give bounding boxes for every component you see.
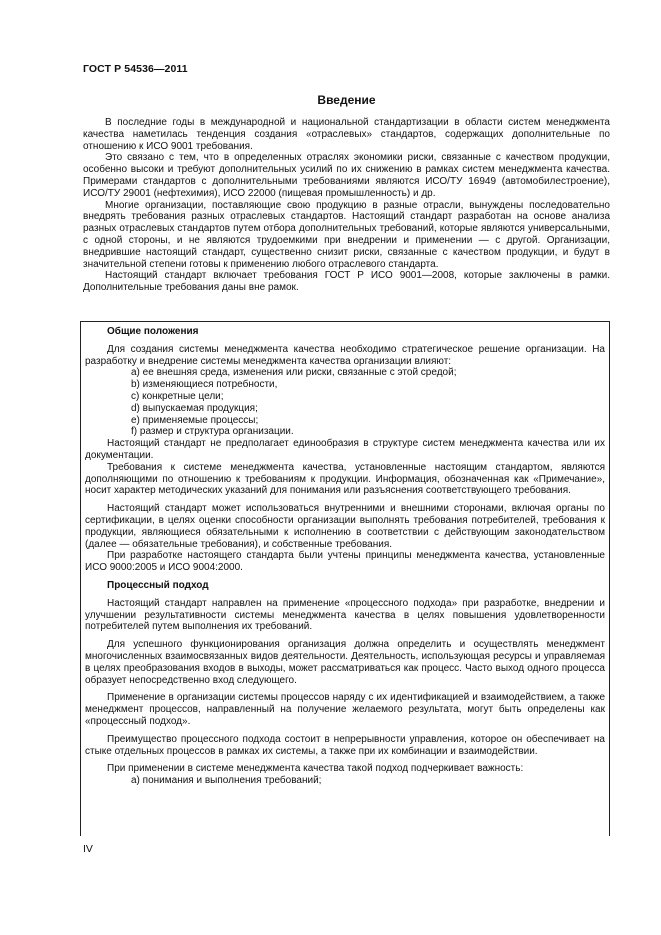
framed-paragraph: При применении в системе менеджмента качества такой подход подчеркивает важность: <box>107 763 524 775</box>
framed-paragraph: Настоящий стандарт направлен на применение «процессного подхода» при разработке, внедрении и улучшении результативности системы менеджмента качества в целях повышения удовлетворенности потребителей путем выполнения их требований. <box>85 597 605 633</box>
intro-paragraph: Это связано с тем, что в определенных отраслях экономики риски, связанные с качеством продукции, особенно высоки и требуют дополнительных усилий по их снижению в рамках систем менеджмента качества. Примерами стандартов с дополнительными требованиями являются ИСО/ТУ 16949 (автомобилестроение), ИСО/ТУ 29001 (нефтехимия), ИСО 22000 (пищевая промышленность) и др. <box>83 152 610 199</box>
framed-paragraph: При разработке настоящего стандарта были учтены принципы менеджмента качества, установленные ИСО 9000:2005 и ИСО 9004:2000. <box>85 550 605 574</box>
section-title: Введение <box>317 93 376 107</box>
list-item: b) изменяющиеся потребности, <box>131 379 278 391</box>
framed-paragraph: Настоящий стандарт не предполагает единообразия в структуре систем менеджмента качества или их документации. <box>85 438 605 461</box>
document-header: ГОСТ Р 54536—2011 <box>83 63 188 75</box>
framed-paragraph: Для успешного функционирования организация должна определить и осуществлять менеджмент многочисленных взаимосвязанных видов деятельности. Деятельность, использующая ресурсы и управляемая в целях преобразования входов в выходы, может рассматриваться как процесс. Часто выход одного процесса образует непосредственно вход следующего. <box>85 639 605 686</box>
framed-paragraph: Настоящий стандарт может использоваться внутренними и внешними сторонами, включая органы по сертификации, в целях оценки способности организации выполнять требования потребителей, требования к продукции, являющиеся обязательными к исполнению в соответствии с действующим законодательством (далее — обязательные требования), и собственные требования. <box>85 503 605 550</box>
list-item: c) конкретные цели; <box>131 390 224 402</box>
subsection-title-process: Процессный подход <box>107 579 209 591</box>
framed-paragraph: Преимущество процессного подхода состоит в непрерывности управления, которое он обеспечивает на стыке отдельных процессов в рамках их системы, а также при их комбинации и взаимодействии. <box>85 733 605 757</box>
intro-paragraph: Многие организации, поставляющие свою продукцию в разные отрасли, вынуждены последовательно внедрять требования разных отраслевых стандартов. Настоящий стандарт разработан на основе анализа разных отраслевых стандартов путем отбора дополнительных требований, которые являются универсальными, с одной стороны, и не являются трудоемкими при внедрении и применении — с другой. Организации, внедрившие настоящий стандарт, существенно снизит риски, связанные с качеством продукции, и будут в значительной степени готовы к применению любого отраслевого стандарта. <box>83 199 610 270</box>
intro-paragraph: Настоящий стандарт включает требования ГОСТ Р ИСО 9001—2008, которые заключены в рамки. Дополнительные требования даны вне рамок. <box>83 270 610 294</box>
page-number: IV <box>83 843 93 855</box>
intro-paragraph: В последние годы в международной и национальной стандартизации в области систем менеджмента качества наметилась тенденция создания «отраслевых» стандартов, содержащих дополнительные по отношению к ИСО 9001 требования. <box>83 117 610 152</box>
intro-text <box>83 117 610 294</box>
framed-paragraph: Применение в организации системы процессов наряду с их идентификацией и взаимодействием, а также менеджмент процессов, направленный на получение желаемого результата, могут быть определены как «процессный подход». <box>85 692 605 727</box>
list-item: e) применяемые процессы; <box>131 414 259 426</box>
subsection-title-general: Общие положения <box>107 326 199 337</box>
framed-paragraph: Требования к системе менеджмента качества, установленные настоящим стандартом, являются дополняющими по отношению к требованиям к продукции. Информация, обозначенная как «Примечание», носит характер методических указаний для понимания или разъяснения соответствующего требования. <box>85 461 605 497</box>
list-item: d) выпускаемая продукция; <box>131 402 258 414</box>
framed-paragraph: Для создания системы менеджмента качества необходимо стратегическое решение организации. На разработку и внедрение системы менеджмента качества организации влияют: <box>85 343 605 367</box>
list-item: a) понимания и выполнения требований; <box>131 775 322 787</box>
list-item: a) ее внешняя среда, изменения или риски, связанные с этой средой; <box>131 367 457 379</box>
list-item: f) размер и структура организации. <box>131 426 294 438</box>
framed-requirements-box <box>80 321 610 836</box>
